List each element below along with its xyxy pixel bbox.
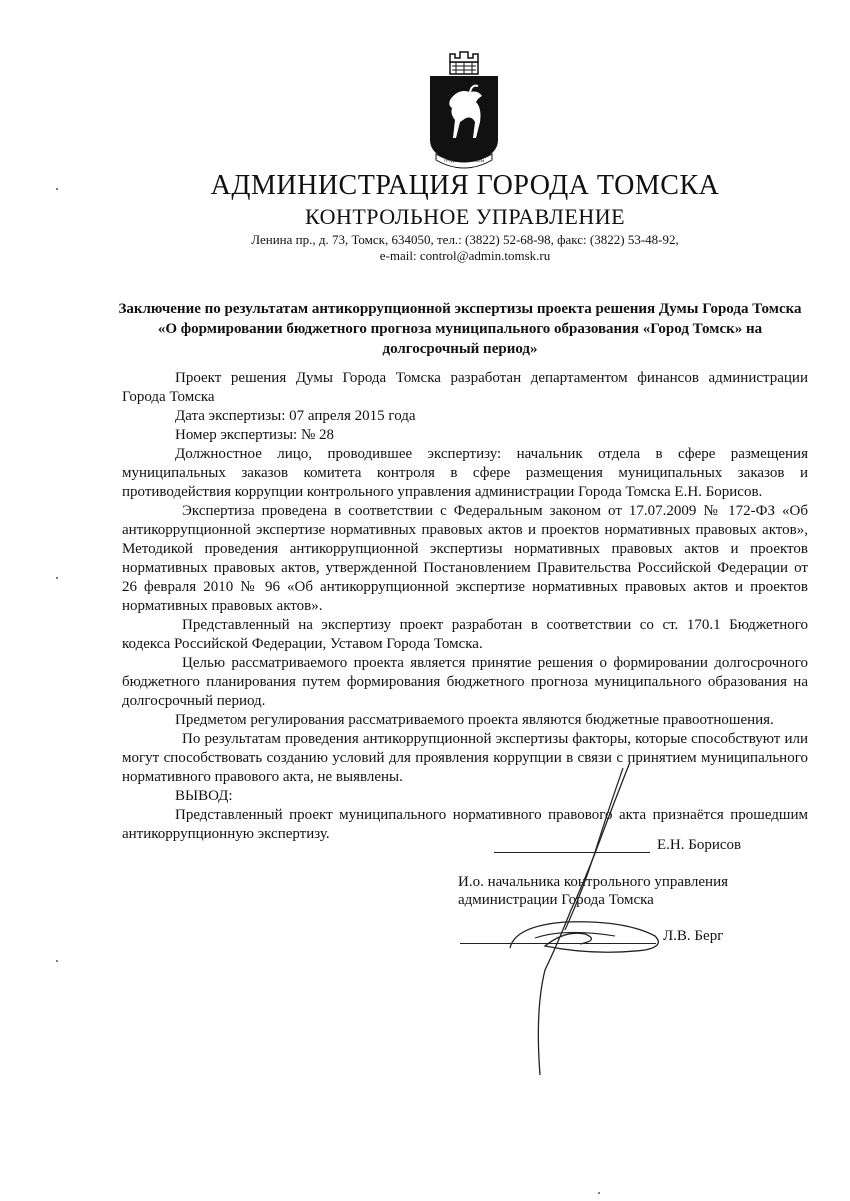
paragraph-expertise-number: Номер экспертизы: № 28 bbox=[175, 427, 335, 443]
document-body bbox=[122, 369, 808, 844]
paragraph-results: По результатам проведения антикоррупционной экспертизы факторы, которые способствуют или могут способствовать созданию условий для проявления коррупции в связи с принятием муниципального нормативного правового акта, не выявлены. bbox=[122, 731, 808, 785]
paragraph-conclusion: Представленный проект муниципального нормативного правового акта признаётся прошедшим антикоррупционную экспертизу. bbox=[122, 807, 808, 842]
head-name: Л.В. Берг bbox=[663, 928, 724, 944]
scan-speck bbox=[56, 577, 58, 579]
paragraph-legal-basis: Экспертиза проведена в соответствии с Федеральным законом от 17.07.2009 № 172-ФЗ «Об антикоррупционной экспертизе нормативных правовых актов и проектов нормативных правовых актов», Методикой проведения антикоррупционной экспертизы нормативных правовых актов и проектов нормативных правовых актов, утвержденной Постановлением Правительства Российской Федерации от 26 февраля 2010 № 96 «Об антикоррупционной экспертизе нормативных правовых актов и проектов нормативных правовых актов». bbox=[122, 503, 808, 614]
address-line: Ленина пр., д. 73, Томск, 634050, тел.: (3822) 52-68-98, факс: (3822) 53-48-92, bbox=[251, 232, 679, 247]
paragraph-official: Должностное лицо, проводившее экспертизу: начальник отдела в сфере размещения муниципальных заказов комитета контроля в сфере размещения муниципальных заказов и противодействия коррупции контрольного управления администрации Города Томска Е.Н. Борисов. bbox=[122, 446, 808, 500]
signer-position-line1: И.о. начальника контрольного управления bbox=[458, 874, 728, 890]
handwritten-signature-icon bbox=[505, 760, 675, 1090]
document-title: Заключение по результатам антикоррупционной экспертизы проекта решения Думы Города Томска «О формировании бюджетного прогноза муниципального образования «Город Томск» на долгосрочный период» bbox=[118, 301, 802, 357]
paragraph-subject: Предметом регулирования рассматриваемого проекта являются бюджетные правоотношения. bbox=[175, 712, 774, 728]
paragraph-budget-code: Представленный на экспертизу проект разработан в соответствии со ст. 170.1 Бюджетного кодекса Российской Федерации, Уставом Города Томска. bbox=[122, 617, 808, 652]
paragraph-purpose: Целью рассматриваемого проекта является принятие решения о формировании долгосрочного бюджетного планирования путем формирования бюджетного прогноза муниципального образования на долгосрочный период. bbox=[122, 655, 808, 709]
signer-position-line2: администрации Города Томска bbox=[458, 892, 654, 908]
crest-motto: ТРУДОМ и ЗНАНИЕМ bbox=[443, 158, 485, 163]
scan-speck bbox=[56, 960, 58, 962]
paragraph-project-author: Проект решения Думы Города Томска разработан департаментом финансов администрации Города Томска bbox=[122, 370, 808, 405]
organization-title: АДМИНИСТРАЦИЯ ГОРОДА ТОМСКА bbox=[210, 170, 720, 201]
author-name: Е.Н. Борисов bbox=[657, 837, 742, 853]
organization-subtitle: КОНТРОЛЬНОЕ УПРАВЛЕНИЕ bbox=[304, 204, 626, 229]
scan-speck bbox=[56, 188, 58, 190]
email-line: e-mail: control@admin.tomsk.ru bbox=[379, 248, 551, 263]
paragraph-expertise-date: Дата экспертизы: 07 апреля 2015 года bbox=[175, 408, 416, 424]
conclusion-label: ВЫВОД: bbox=[175, 788, 233, 804]
tomsk-coat-of-arms-icon bbox=[422, 48, 506, 174]
scan-speck bbox=[598, 1192, 600, 1194]
